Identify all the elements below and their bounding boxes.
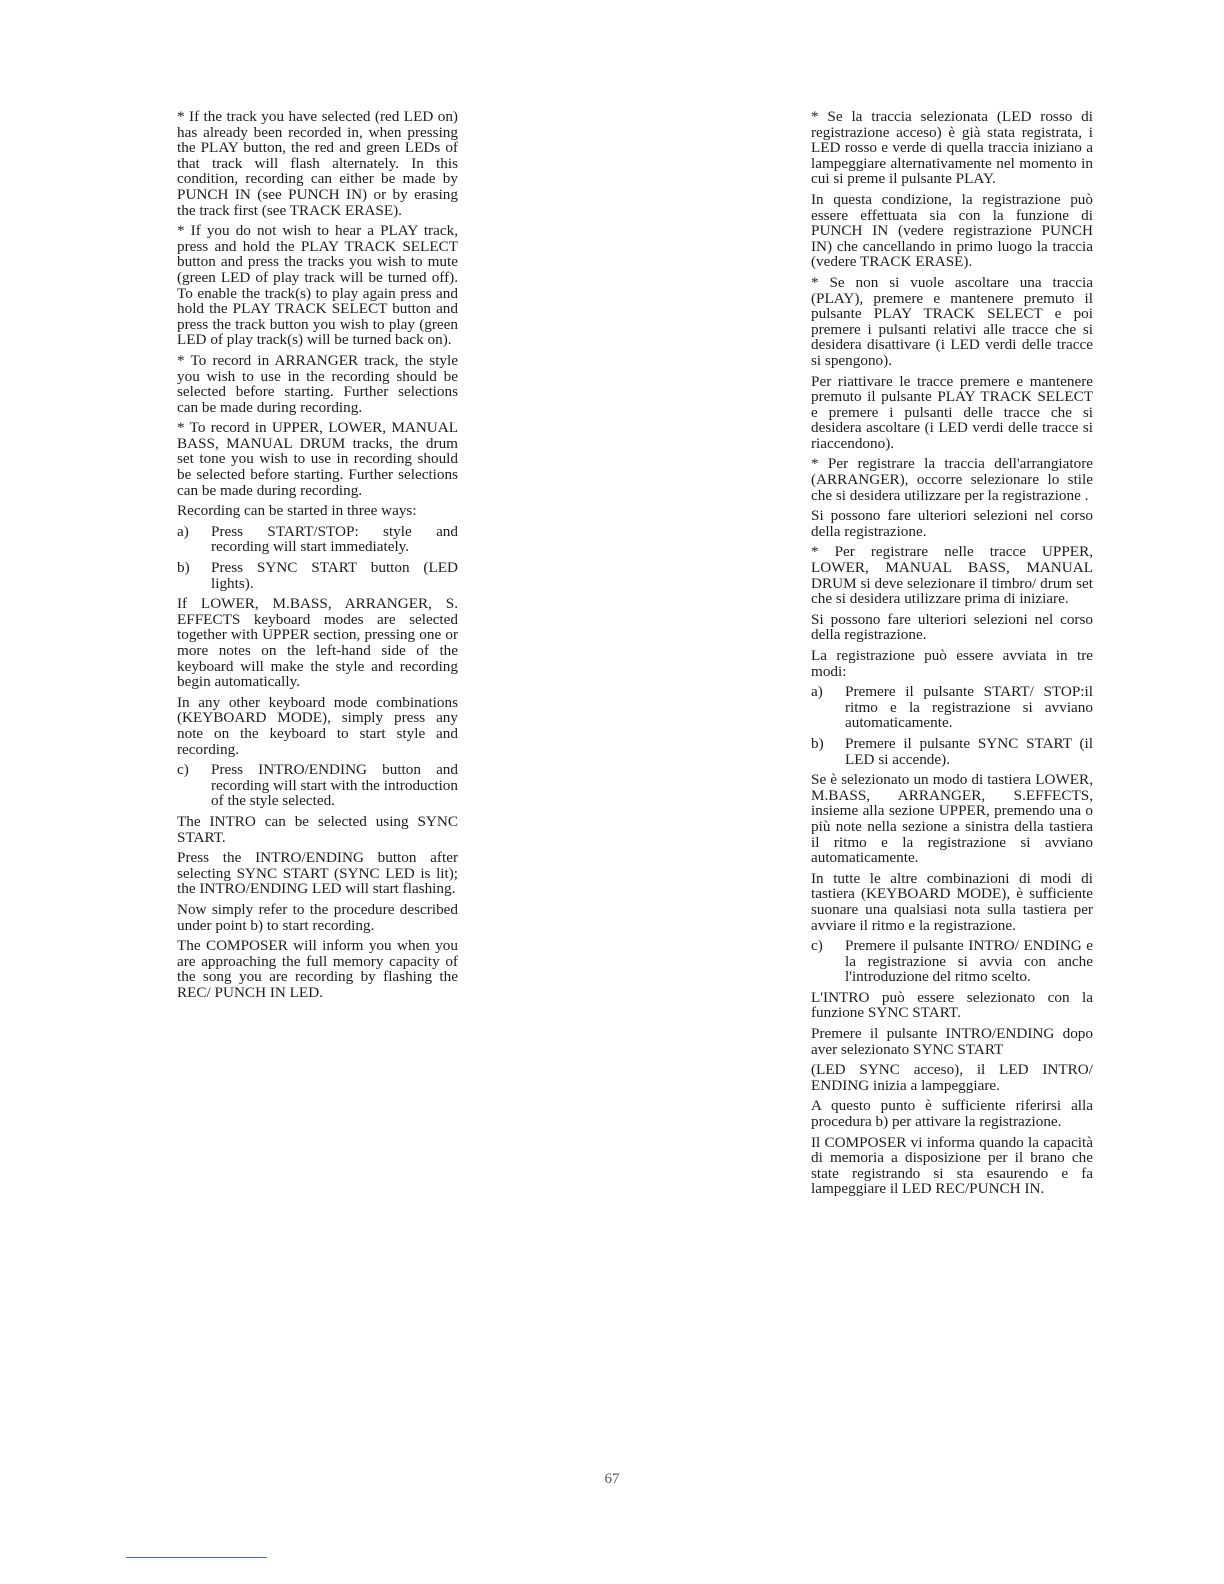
note-mute-play-track: * If you do not wish to hear a PLAY track, press and hold the PLAY TRACK SELECT button and press the tracks you wish to mute (green LED of play track will be turned off). To enable the track(s) to play again press and hold the PLAY TRACK SELECT button and press the track button you wish to play (green LED of play track(s) will be turned back on). — [177, 222, 458, 349]
list-item-text: Premere il pulsante INTRO/ ENDING e la registrazione si avvia con anche l'introduzione del ritmo scelto. — [845, 937, 1093, 986]
intro-ending-led-paragraph: (LED SYNC acceso), il LED INTRO/ ENDING inizia a lampeggiare. — [811, 1061, 1093, 1094]
keyboard-modes-paragraph: If LOWER, M.BASS, ARRANGER, S. EFFECTS keyboard modes are selected together with UPPER section, pressing one or more notes on the left-hand side of the keyboard will make the style and recording begin automatically. — [177, 595, 458, 691]
refer-procedure-paragraph: Now simply refer to the procedure described under point b) to start recording. — [177, 900, 458, 934]
footer-rule — [126, 1557, 267, 1558]
intro-ending-paragraph: Premere il pulsante INTRO/ENDING dopo aver selezionato SYNC START — [811, 1025, 1093, 1058]
further-selections-paragraph: Si possono fare ulteriori selezioni nel corso della registrazione. — [811, 507, 1093, 540]
note-track-already-recorded: * If the track you have selected (red LED on) has already been recorded in, when pressing the PLAY button, the red and green LEDs of that track will flash alternately. In this condition, recording can either be made by PUNCH IN (see PUNCH IN) or by erasing the track first (see TRACK ERASE). — [177, 108, 458, 219]
note-upper-lower-tracks: * To record in UPPER, LOWER, MANUAL BASS, MANUAL DRUM tracks, the drum set tone you wish to use in recording should be selected before starting. Further selections can be made during recording. — [177, 419, 458, 499]
further-selections-paragraph: Si possono fare ulteriori selezioni nel corso della registrazione. — [811, 610, 1093, 644]
list-item-text: Press START/STOP: style and recording will start immediately. — [211, 522, 458, 556]
list-marker: b) — [177, 559, 190, 577]
left-column-english — [177, 109, 458, 1005]
list-marker: c) — [177, 761, 189, 779]
note-upper-lower-tracks: * Per registrare nelle tracce UPPER, LOWER, MANUAL BASS, MANUAL DRUM si deve selezionare il timbro/ drum set che si desidera utilizzare prima di iniziare. — [811, 543, 1093, 608]
punch-in-paragraph: In questa condizione, la registrazione può essere effettuata sia con la funzione di PUNCH IN (vedere registrazione PUNCH IN) che cancellando in primo luogo la traccia (vedere TRACK ERASE). — [811, 190, 1093, 271]
recording-start-intro: La registrazione può essere avviata in tre modi: — [811, 647, 1093, 680]
list-item-c — [177, 762, 458, 809]
list-item-b — [177, 560, 458, 591]
refer-procedure-paragraph: A questo punto è sufficiente riferirsi alla procedura b) per attivare la registrazione. — [811, 1097, 1093, 1131]
list-marker: a) — [177, 522, 189, 540]
list-item-text: Premere il pulsante SYNC START (il LED si accende). — [845, 734, 1093, 768]
other-modes-paragraph: In tutte le altre combinazioni di modi di tastiera (KEYBOARD MODE), è sufficiente suonare una qualsiasi nota sulla tastiera per avviare il ritmo e la registrazione. — [811, 869, 1093, 934]
intro-sync-paragraph: L'INTRO può essere selezionato con la funzione SYNC START. — [811, 988, 1093, 1022]
list-marker: b) — [811, 734, 824, 752]
recording-start-intro: Recording can be started in three ways: — [177, 502, 417, 520]
list-marker: c) — [811, 937, 823, 955]
list-item-c — [811, 938, 1093, 985]
list-item-text: Premere il pulsante START/ STOP:il ritmo e la registrazione si avviano automaticamente. — [845, 683, 1093, 732]
note-track-already-recorded: * Se la traccia selezionata (LED rosso di registrazione acceso) è già stata registrata, i LED rosso e verde di quella traccia iniziano a lampeggiare alternativamente nel momento in cui si preme il pulsante PLAY. — [811, 108, 1093, 188]
list-item-text: Press SYNC START button (LED lights). — [211, 559, 458, 592]
memory-capacity-paragraph: The COMPOSER will inform you when you are approaching the full memory capacity of the song you are recording by flashing the REC/ PUNCH IN LED. — [177, 937, 458, 1001]
list-item-a — [177, 524, 458, 555]
note-arranger-track: * To record in ARRANGER track, the style you wish to use in the recording should be selected before starting. Further selections can be made during recording. — [177, 351, 458, 416]
intro-sync-paragraph: The INTRO can be selected using SYNC START. — [177, 812, 458, 846]
reactivate-tracks-paragraph: Per riattivare le tracce premere e mantenere premuto il pulsante PLAY TRACK SELECT e premere i pulsanti delle tracce che si desidera ascoltare (i LED verdi delle tracce si riaccendono). — [811, 372, 1093, 452]
list-item-b — [811, 736, 1093, 767]
list-marker: a) — [811, 683, 823, 701]
list-item-text: Press INTRO/ENDING button and recording will start with the introduction of the style selected. — [211, 761, 458, 810]
list-item-a — [811, 684, 1093, 731]
keyboard-modes-paragraph: Se è selezionato un modo di tastiera LOWER, M.BASS, ARRANGER, S.EFFECTS, insieme alla sezione UPPER, premendo una o più note nella sezione a sinistra della tastiera il ritmo e la registrazione si avviano automaticamente. — [811, 771, 1093, 867]
page-number: 67 — [604, 1471, 620, 1487]
note-arranger-track: * Per registrare la traccia dell'arrangiatore (ARRANGER), occorre selezionare lo stile che si desidera utilizzare per la registrazione . — [811, 455, 1093, 504]
note-mute-play-track: * Se non si vuole ascoltare una traccia (PLAY), premere e mantenere premuto il pulsante PLAY TRACK SELECT e poi premere i pulsanti relativi alle tracce che si desidera disattivare (i LED verdi delle tracce si spengono). — [811, 273, 1093, 369]
other-modes-paragraph: In any other keyboard mode combinations (KEYBOARD MODE), simply press any note on the keyboard to start style and recording. — [177, 693, 458, 758]
intro-ending-paragraph: Press the INTRO/ENDING button after selecting SYNC START (SYNC LED is lit); the INTRO/ENDING LED will start flashing. — [177, 849, 458, 898]
right-column-italian — [811, 109, 1093, 1202]
memory-capacity-paragraph: Il COMPOSER vi informa quando la capacità di memoria a disposizione per il brano che state registrando si sta esaurendo e fa lampeggiare il LED REC/PUNCH IN. — [811, 1133, 1093, 1198]
